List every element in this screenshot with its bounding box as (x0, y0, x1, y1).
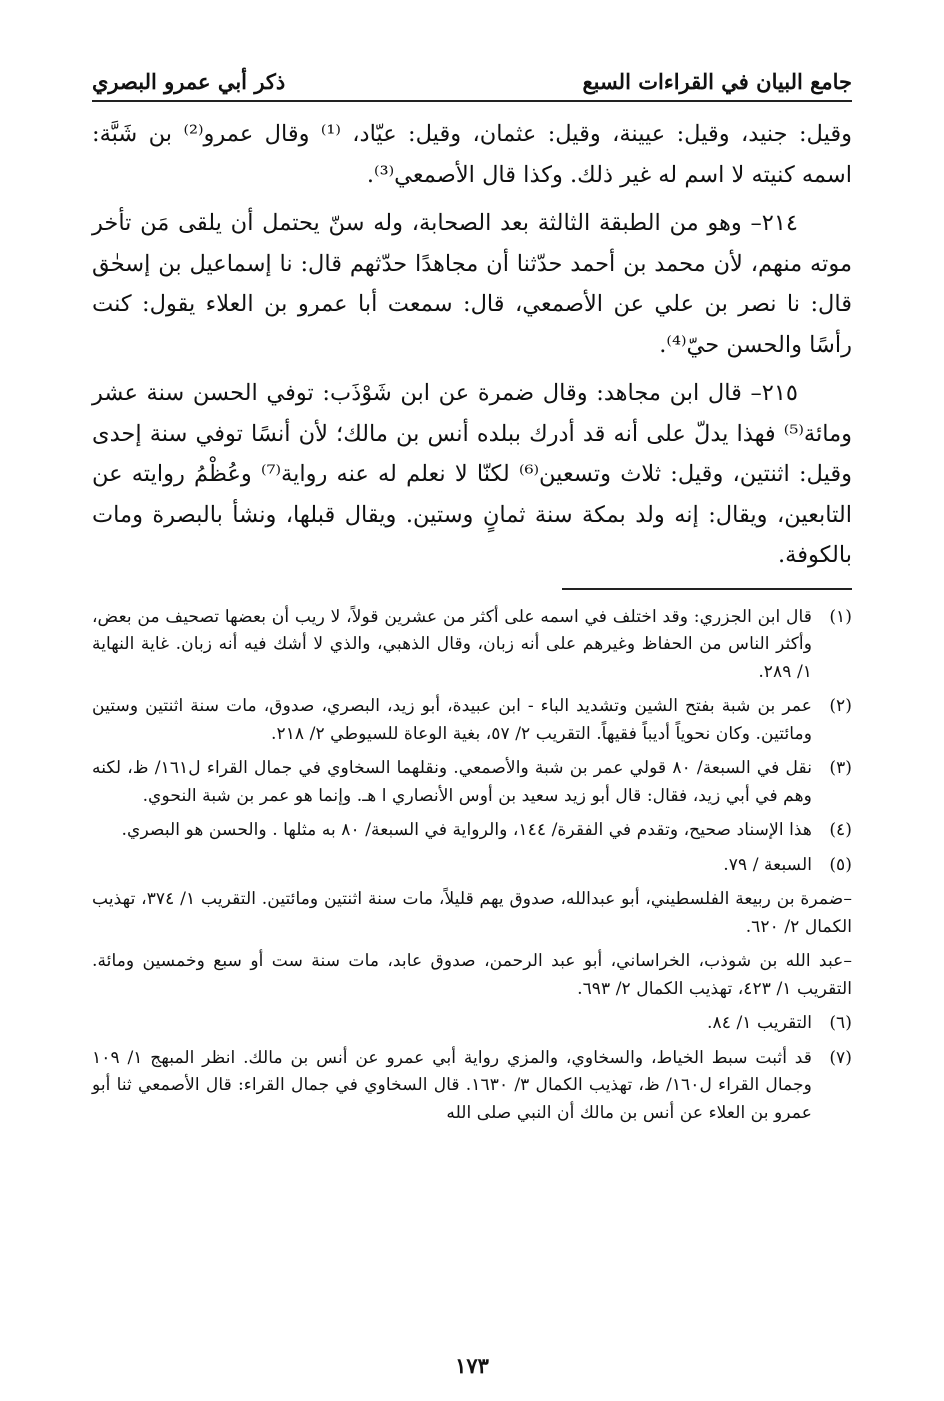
book-title: جامع البيان في القراءات السبع (582, 69, 852, 94)
footnote-number: (٥) (829, 854, 852, 875)
footnote-2 (92, 693, 852, 748)
footnote-number: (٧) (829, 1047, 852, 1068)
running-header (92, 48, 852, 102)
book-page (92, 48, 852, 1378)
main-text (92, 114, 852, 576)
footnote-7 (92, 1045, 852, 1128)
footnote-text: نقل في السبعة/ ٨٠ قولي عمر بن شبة والأصمعي. ونقلهما السخاوي في جمال القراء ل١٦١/ ظ، لكنه وهم في أبي زيد، فقال: قال أبو زيد سعيد بن أوس الأنصاري ا هـ. وإنما هو عمر بن شبة النحوي. (92, 758, 813, 806)
page-number: ١٧٣ (455, 1353, 489, 1378)
footnote-number: (٦) (829, 1013, 852, 1033)
chapter-title: ذكر أبي عمرو البصري (92, 69, 286, 94)
footnote-text: قد أثبت سبط الخياط، والسخاوي، والمزي رواية أبي عمرو عن أنس بن مالك. انظر المبهج ١/ ١٠٩ وجمال القراء ل١٦٠/ ظ، تهذيب الكمال ٣/ ١٦٣٠. قال السخاوي في جمال القراء: قال الأصمعي ثنا أبو عمرو بن العلاء عن أنس بن مالك أن النبي صلى الله (92, 1047, 812, 1123)
paragraph-intro: وقيل: جنيد، وقيل: عيينة، وقيل: عثمان، وقيل: عيّاد، ⁽¹⁾ وقال عمرو⁽²⁾ بن شَبَّة: اسمه كنيته لا اسم له غير ذلك. وكذا قال الأصمعي⁽³⁾. (92, 121, 852, 188)
footnote-text: هذا الإسناد صحيح، وتقدم في الفقرة/ ١٤٤، والرواية في السبعة/ ٨٠ به مثلها . والحسن هو البصري. (121, 820, 812, 840)
footnote-number: (١) (829, 606, 852, 627)
footnote-number: (٤) (829, 820, 852, 840)
footnote-5-damra: –ضمرة بن ربيعة الفلسطيني، أبو عبدالله، صدوق يهم قليلاً، مات سنة اثنتين ومائتين. التقريب ١/ ٣٧٤، تهذيب الكمال ٢/ ٦٢٠. (92, 889, 852, 937)
footnote-5 (92, 852, 852, 880)
paragraph-215: ٢١٥– قال ابن مجاهد: وقال ضمرة عن ابن شَوْذَب: توفي الحسن سنة عشر ومائة⁽⁵⁾ فهذا يدلّ على أنه قد أدرك ببلده أنس بن مالك؛ لأن أنسًا توفي سنة إحدى وقيل: اثنتين، وقيل: ثلاث وتسعين⁽⁶⁾ لكنّا لا نعلم له عنه رواية⁽⁷⁾ وعُظْمُ روايته عن التابعين، ويقال: إنه ولد بمكة سنة ثمانٍ وستين. ويقال قبلها، ونشأ بالبصرة ومات بالكوفة. (92, 380, 852, 568)
footnote-1 (92, 604, 852, 687)
footnote-text: قال ابن الجزري: وقد اختلف في اسمه على أكثر من عشرين قولاً، لا ريب أن بعضها تصحيف من بعض، وأكثر الناس من الحفاظ وغيرهم على أنه زبان، وقال الذهبي، والذي لا أشك فيه أنه زبان. غاية النهاية ١/ ٢٨٩. (92, 606, 812, 682)
paragraph-214: ٢١٤– وهو من الطبقة الثالثة بعد الصحابة، وله سنّ يحتمل أن يلقى مَن تأخر موته منهم، لأن محمد بن أحمد حدّثنا أن مجاهدًا حدّثهم قال: نا إسماعيل بن إسحٰق قال: نا نصر بن علي عن الأصمعي، قال: سمعت أبا عمرو بن العلاء يقول: كنت رأسًا والحسن حيّ⁽⁴⁾. (92, 210, 852, 358)
footnote-5-shawdhab: –عبد الله بن شوذب، الخراساني، أبو عبد الرحمن، صدوق عابد، مات سنة ست أو سبع وخمسين ومائة. التقريب ١/ ٤٢٣، تهذيب الكمال ٢/ ٦٩٣. (92, 951, 852, 999)
footnote-text: عمر بن شبة بفتح الشين وتشديد الباء - ابن عبيدة، أبو زيد، البصري، صدوق، مات سنة اثنتين وستين ومائتين. وكان نحوياً أديباً فقيهاً. التقريب ٢/ ٥٧، بغية الوعاة للسيوطي ٢/ ٢١٨. (92, 696, 812, 744)
footnote-separator (562, 588, 852, 590)
footnote-3 (92, 755, 852, 810)
footnote-text: السبعة / ٧٩. (723, 854, 812, 875)
footnote-number: (٢) (829, 696, 852, 716)
footnotes (92, 604, 852, 1128)
footnote-text: التقريب ١/ ٨٤. (707, 1013, 812, 1033)
footnote-6 (92, 1010, 852, 1038)
footnote-4 (92, 817, 852, 845)
footnote-number: (٣) (829, 758, 853, 778)
